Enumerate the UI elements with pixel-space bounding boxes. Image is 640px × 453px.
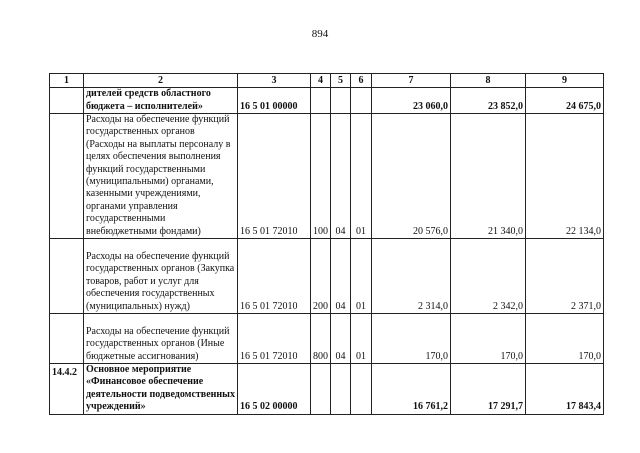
row-value-8: 17 291,7 xyxy=(451,364,526,415)
header-cell: 9 xyxy=(526,74,604,88)
table-row xyxy=(50,114,604,239)
row-col5: 04 xyxy=(331,239,351,314)
row-value-9: 24 675,0 xyxy=(526,88,604,114)
header-cell: 1 xyxy=(50,74,84,88)
row-col4: 100 xyxy=(311,114,331,239)
header-cell: 4 xyxy=(311,74,331,88)
row-description: Расходы на обеспечение функций государственных органов (Закупка товаров, работ и услуг для обеспечения государственных (муниципальных) нужд) xyxy=(84,239,238,314)
header-cell: 3 xyxy=(238,74,311,88)
row-code: 16 5 01 72010 xyxy=(238,239,311,314)
row-value-8: 170,0 xyxy=(451,314,526,364)
row-col5 xyxy=(331,88,351,114)
header-row xyxy=(50,74,604,88)
row-value-9: 170,0 xyxy=(526,314,604,364)
row-col6 xyxy=(351,364,372,415)
row-value-8: 2 342,0 xyxy=(451,239,526,314)
row-description: Основное мероприятие «Финансовое обеспечение деятельности подведомственных учреждений» xyxy=(84,364,238,415)
row-value-8: 23 852,0 xyxy=(451,88,526,114)
row-code: 16 5 01 00000 xyxy=(238,88,311,114)
row-value-8: 21 340,0 xyxy=(451,114,526,239)
table-row xyxy=(50,239,604,314)
row-col6 xyxy=(351,88,372,114)
row-col4: 800 xyxy=(311,314,331,364)
row-description: Расходы на обеспечение функций государственных органов (Расходы на выплаты персоналу в целях обеспечения выполнения функций государственными (муниципальными) органами, казенными учреждениями, органами управления государственными внебюджетными фондами) xyxy=(84,114,238,239)
table-row xyxy=(50,364,604,415)
row-col5 xyxy=(331,364,351,415)
row-value-7: 23 060,0 xyxy=(372,88,451,114)
row-col4 xyxy=(311,88,331,114)
row-value-7: 20 576,0 xyxy=(372,114,451,239)
row-value-7: 16 761,2 xyxy=(372,364,451,415)
page-number: 894 xyxy=(311,28,329,40)
row-value-9: 2 371,0 xyxy=(526,239,604,314)
row-description: Расходы на обеспечение функций государственных органов (Иные бюджетные ассигнования) xyxy=(84,314,238,364)
row-col5: 04 xyxy=(331,114,351,239)
row-col6: 01 xyxy=(351,239,372,314)
row-value-7: 2 314,0 xyxy=(372,239,451,314)
table-row xyxy=(50,314,604,364)
row-value-9: 22 134,0 xyxy=(526,114,604,239)
header-cell: 2 xyxy=(84,74,238,88)
table-row xyxy=(50,88,604,114)
row-number xyxy=(50,114,84,239)
row-number: 14.4.2 xyxy=(50,364,84,415)
row-code: 16 5 01 72010 xyxy=(238,114,311,239)
header-cell: 7 xyxy=(372,74,451,88)
row-value-9: 17 843,4 xyxy=(526,364,604,415)
header-cell: 6 xyxy=(351,74,372,88)
row-col6: 01 xyxy=(351,114,372,239)
budget-table xyxy=(49,73,604,415)
header-cell: 5 xyxy=(331,74,351,88)
row-number xyxy=(50,239,84,314)
row-col6: 01 xyxy=(351,314,372,364)
header-cell: 8 xyxy=(451,74,526,88)
row-col5: 04 xyxy=(331,314,351,364)
row-code: 16 5 02 00000 xyxy=(238,364,311,415)
row-number xyxy=(50,88,84,114)
row-code: 16 5 01 72010 xyxy=(238,314,311,364)
row-col4 xyxy=(311,364,331,415)
row-number xyxy=(50,314,84,364)
row-col4: 200 xyxy=(311,239,331,314)
row-description: дителей средств областного бюджета – исполнителей» xyxy=(84,88,238,114)
row-value-7: 170,0 xyxy=(372,314,451,364)
